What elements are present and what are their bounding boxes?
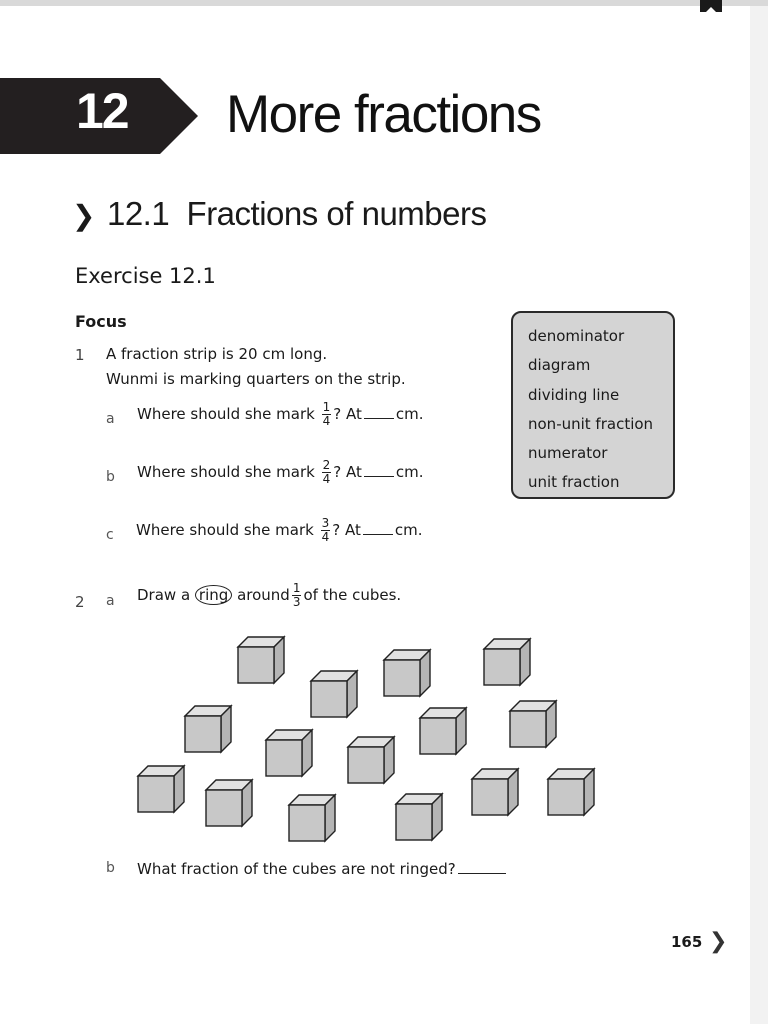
denominator: 3 [292,595,301,609]
prompt-text: of the cubes. [303,586,402,604]
unit: cm. [395,405,424,423]
cube[interactable] [206,780,252,826]
cube[interactable] [472,769,518,815]
key-word: denominator [528,327,625,345]
prompt-after: ? At [332,521,361,539]
focus-label: Focus [75,312,127,331]
question-1-line-2: Wunmi is marking quarters on the strip. [106,370,406,388]
key-word: non-unit fraction [528,414,654,433]
question-2-number: 2 [75,593,85,611]
prompt-after: ? At [333,463,362,481]
prompt-text: Where should she mark [137,463,315,481]
ring-word: ring [195,585,232,605]
numerator: 1 [292,581,301,595]
numerator: 1 [322,400,331,414]
denominator: 4 [321,530,330,544]
cube[interactable] [384,650,430,696]
question-2b [137,859,508,878]
part-label: a [106,411,115,427]
cube[interactable] [548,769,594,815]
part-label: a [106,593,115,609]
cube[interactable] [266,730,312,776]
question-1-number: 1 [75,346,85,364]
cube[interactable] [311,671,357,717]
prompt-text: around [237,586,290,604]
prompt-text: Where should she mark [136,521,314,539]
key-word: unit fraction [528,473,620,492]
prompt-text: Draw a [137,586,191,604]
prompt-after: ? At [333,405,362,423]
cube[interactable] [510,701,556,747]
exercise-title: Exercise 12.1 [75,264,216,288]
denominator: 4 [322,414,331,428]
denominator: 4 [322,472,331,486]
cube[interactable] [138,766,184,812]
cube[interactable] [185,706,231,752]
cube[interactable] [238,637,284,683]
chapter-number: 12 [76,83,128,139]
cube[interactable] [396,794,442,840]
key-word: diagram [528,356,591,375]
answer-blank-2b[interactable] [458,859,506,874]
prompt-text: Where should she mark [137,405,315,423]
chapter-title: More fractions [226,85,541,144]
question-1-line-1: A fraction strip is 20 cm long. [106,345,328,363]
cube[interactable] [289,795,335,841]
unit: cm. [395,463,424,481]
numerator: 3 [321,516,330,530]
part-label: c [106,527,114,543]
section-heading-text: 12.1 Fractions of numbers [106,195,487,232]
key-word: dividing line [528,385,620,404]
prompt-text: What fraction of the cubes are not ringed? [137,860,456,878]
part-label: b [106,469,115,485]
next-page-chevron-icon[interactable]: ❯ [709,929,728,954]
unit: cm. [394,521,423,539]
chevron-right-icon: ❯ [72,200,95,231]
cube[interactable] [484,639,530,685]
cube[interactable] [348,737,394,783]
key-word: numerator [528,444,608,463]
numerator: 2 [322,458,331,472]
part-label: b [106,860,115,876]
cube[interactable] [420,708,466,754]
page-number: 165 [671,933,703,951]
